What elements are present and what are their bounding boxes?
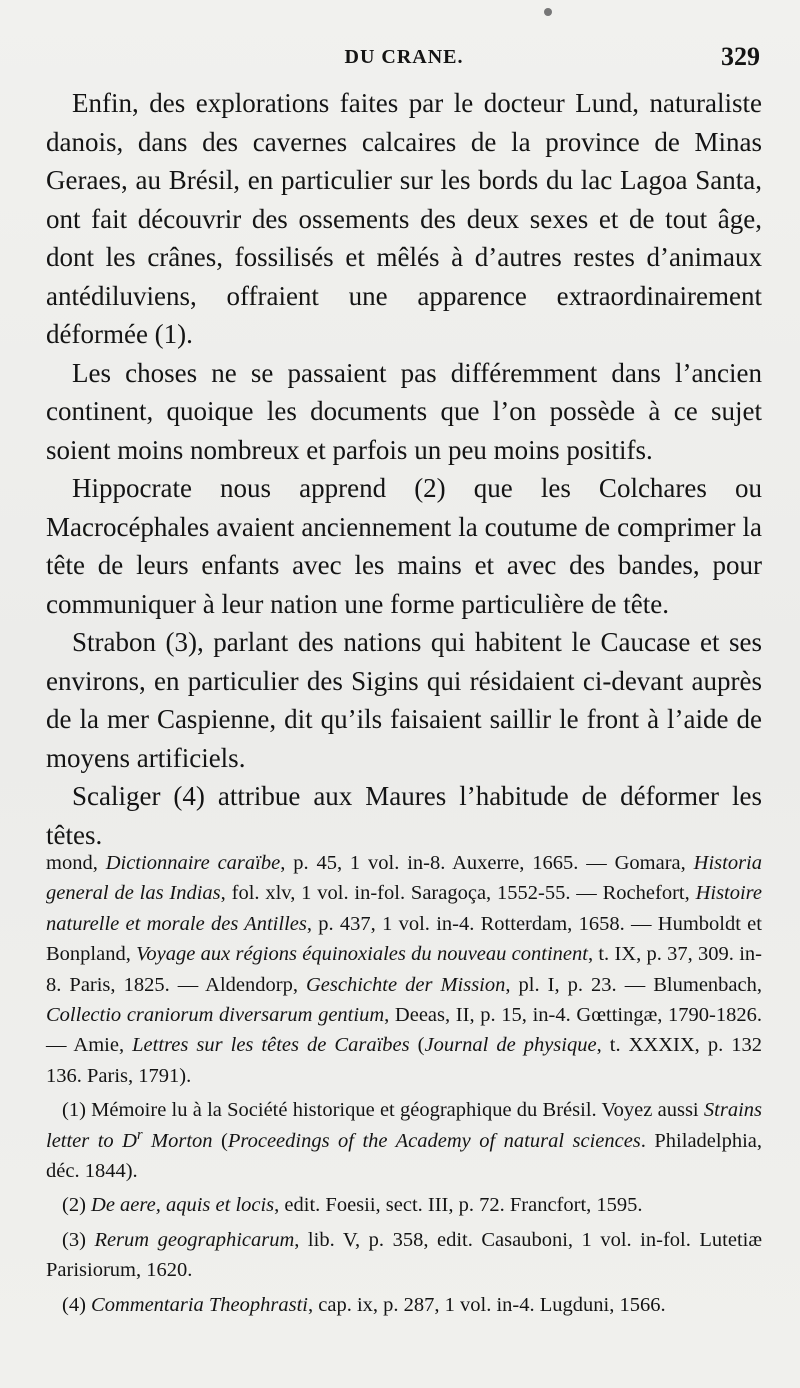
- text-run: , p. 45, 1 vol. in-8. Auxerre, 1665. — Gomara,: [280, 852, 694, 874]
- text-run: (4): [62, 1293, 92, 1316]
- italic-text: Strains letter to D: [46, 1099, 762, 1152]
- text-run: mond,: [46, 852, 106, 874]
- italic-text: Morton: [142, 1129, 213, 1152]
- paragraph: Enfin, des explorations faites par le docteur Lund, naturaliste danois, dans des cavernes calcaires de la province de Minas Geraes, au Brésil, en particulier sur les bords du lac Lagoa Santa, ont fait découvrir des ossements des deux sexes et de tout âge, dont les crânes, fossilisés et mêlés à d’autres restes d’animaux antédiluviens, offraient une apparence extraordinairement déformée (1).: [46, 88, 762, 349]
- italic-text: r: [136, 1126, 143, 1143]
- text-run: . Philadelphia, déc. 1844).: [46, 1129, 763, 1183]
- text-run: (: [212, 1129, 228, 1152]
- text-run: (1) Mémoire lu à la Société historique et géographique du Brésil. Voyez aussi: [62, 1099, 704, 1122]
- paragraph: Scaliger (4) attribue aux Maures l’habitude de déformer les têtes.: [46, 781, 762, 850]
- footnote-4: [46, 1290, 762, 1320]
- text-run: , pl. I, p. 23. — Blumenbach,: [505, 973, 762, 996]
- text-run: , Deeas, II, p. 15, in-4. Gœttingæ, 1790-1826. — Amie,: [46, 1004, 762, 1057]
- italic-text: Dictionnaire caraïbe: [105, 852, 281, 874]
- italic-text: Histoire naturelle et morale des Antilles: [46, 882, 762, 935]
- text-run: , t. XXXIX, p. 132 136. Paris, 1791).: [46, 1034, 763, 1087]
- italic-text: Proceedings of the Academy of natural sciences: [227, 1129, 641, 1152]
- text-run: , lib. V, p. 358, edit. Casauboni, 1 vol. in-fol. Lutetiæ Parisiorum, 1620.: [46, 1228, 763, 1282]
- italic-text: Lettres sur les têtes de Caraïbes: [132, 1034, 410, 1057]
- footnotes: [46, 848, 762, 1320]
- main-text: [46, 84, 762, 854]
- text-run: , edit. Foesii, sect. III, p. 72. Francfort, 1595.: [274, 1194, 643, 1217]
- continued-footnote: [46, 848, 762, 1091]
- text-run: , p. 437, 1 vol. in-4. Rotterdam, 1658. — Humboldt et Bonpland,: [46, 912, 762, 966]
- ink-smudge: [544, 8, 552, 16]
- italic-text: Rerum geographicarum: [94, 1228, 295, 1251]
- italic-text: Commentaria Theophrasti: [91, 1293, 309, 1316]
- text-run: (: [409, 1034, 425, 1057]
- paragraph: Strabon (3), parlant des nations qui habitent le Caucase et ses environs, en particulier des Sigins qui résidaient ci-devant auprès de la mer Caspienne, dit qu’ils faisaient saillir le front à l’aide de moyens artificiels.: [46, 627, 762, 773]
- italic-text: Voyage aux régions équinoxiales du nouveau continent: [136, 943, 588, 966]
- running-title: DU CRANE.: [344, 46, 464, 68]
- italic-text: Historia general de las Indias: [46, 852, 763, 905]
- footnote-1: [46, 1095, 762, 1186]
- paragraph: Les choses ne se passaient pas différemment dans l’ancien continent, quoique les documents que l’on possède à ce sujet soient moins nombreux et parfois un peu moins positifs.: [46, 357, 762, 465]
- text-run: (2): [62, 1194, 92, 1217]
- running-header: [46, 38, 762, 78]
- footnote-3: [46, 1225, 762, 1286]
- text-run: , t. IX, p. 37, 309. in-8. Paris, 1825. — Aldendorp,: [46, 943, 762, 996]
- italic-text: Collectio craniorum diversarum gentium: [46, 1004, 385, 1027]
- paragraph: Hippocrate nous apprend (2) que les Colchares ou Macrocéphales avaient anciennement la coutume de comprimer la tête de leurs enfants avec les mains et avec des bandes, pour communiquer à leur nation une forme particulière de tête.: [46, 473, 762, 619]
- text-run: (3): [62, 1228, 95, 1251]
- italic-text: De aere, aquis et locis: [91, 1194, 275, 1217]
- italic-text: Journal de physique: [424, 1034, 597, 1057]
- page-number: 329: [721, 42, 760, 71]
- footnote-2: [46, 1190, 762, 1220]
- text-run: , cap. ix, p. 287, 1 vol. in-4. Lugduni, 1566.: [308, 1293, 666, 1316]
- italic-text: Geschichte der Mission: [305, 973, 506, 996]
- text-run: , fol. xlv, 1 vol. in-fol. Saragoça, 1552-55. — Rochefort,: [220, 882, 696, 905]
